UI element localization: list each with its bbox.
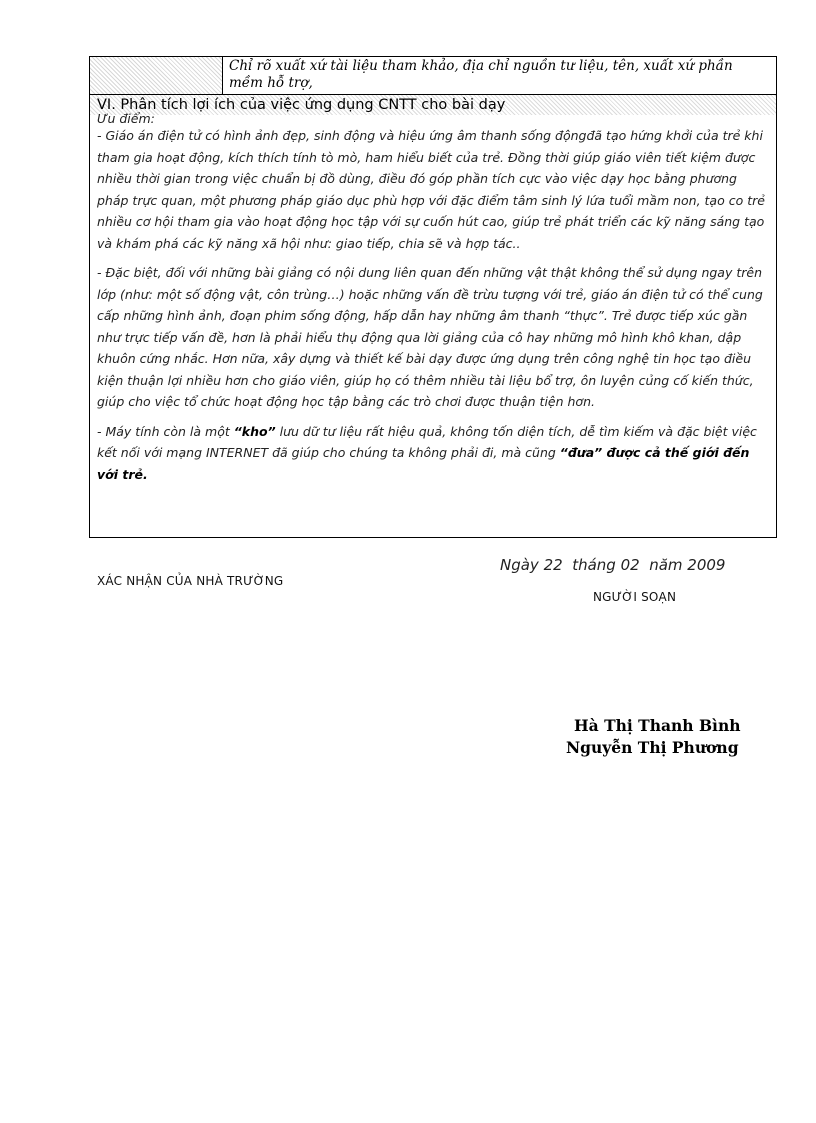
signer-name-2: Nguyễn Thị Phương bbox=[566, 738, 739, 757]
section-heading: VI. Phân tích lợi ích của việc ứng dụng CNTT cho bài dạy bbox=[90, 95, 776, 115]
paragraph-2: - Đặc biệt, đối với những bài giảng có nội dung liên quan đến những vật thật không thể sử dụng ngay trên lớp (như: một số động vật, côn trùng…) hoặc những vấn đề trừu tượng với trẻ, giáo án điện tử có thể cung cấp những hình ảnh, đoạn phim sống động, hấp dẫn hay những âm thanh “thực”. Trẻ được tiếp xúc gần như trực tiếp vấn đề, hơn là phải hiểu thụ động qua lời giảng của cô hay những mô hình khô khan, dập khuôn cứng nhắc. Hơn nữa, xây dựng và thiết kế bài dạy được ứng dụng trên công nghệ tin học tạo điều kiện thuận lợi nhiều hơn cho giáo viên, giúp họ có thêm nhiều tài liệu bổ trợ, ôn luyện củng cố kiến thức, giúp cho việc tổ chức hoạt động học tập bằng các trò chơi được thuận tiện hơn. bbox=[97, 265, 763, 409]
date-line: Ngày 22 tháng 02 năm 2009 bbox=[500, 556, 726, 574]
benefits-section bbox=[89, 94, 777, 538]
paragraph-3-text-a: - Máy tính còn là một bbox=[97, 423, 234, 439]
paragraph-3-bold-a: “kho” bbox=[233, 423, 276, 439]
paragraph-1: - Giáo án điện tử có hình ảnh đẹp, sinh động và hiệu ứng âm thanh sống độngđã tạo hứng khởi của trẻ khi tham gia hoạt động, kích thích tính tò mò, ham hiểu biết của trẻ. Đồng thời giúp giáo viên tiết kiệm được nhiều thời gian trong việc chuẩn bị đồ dùng, điều đó góp phần tích cực vào việc dạy học bằng phương pháp trực quan, một phương pháp giáo dục phù hợp với đặc điểm tâm sinh lý lứa tuổi mầm non, tạo co trẻ nhiều cơ hội tham gia vào hoạt động học tập với sự cuốn hút cao, giúp trẻ phát triển các kỹ năng sáng tạo và khám phá các kỹ năng xã hội như: giao tiếp, chia sẽ và hợp tác.. bbox=[97, 128, 765, 251]
paragraph-3-text-b: lưu dữ tư liệu rất hiệu quả, không tốn diện tích, dễ tìm kiếm và đặc biệt việc kết nối với mạng INTERNET đã giúp cho chúng ta không phải đi, mà cũng bbox=[97, 423, 757, 460]
paragraph-3 bbox=[97, 421, 768, 486]
paragraph-3-bold-b: “đưa” được cả thế giới đến với trẻ. bbox=[97, 445, 750, 482]
advantages-label: Ưu điểm: bbox=[97, 111, 155, 126]
reference-note: Chỉ rõ xuất xứ tài liệu tham khảo, địa chỉ nguồn tư liệu, tên, xuất xứ phần mềm hỗ trợ, bbox=[229, 58, 733, 91]
school-confirmation-label: XÁC NHẬN CỦA NHÀ TRƯỜNG bbox=[97, 574, 284, 588]
author-label: NGƯỜI SOẠN bbox=[593, 590, 677, 604]
reference-table-row bbox=[89, 56, 777, 95]
shaded-cell bbox=[90, 57, 223, 94]
section-body bbox=[90, 113, 776, 485]
signer-name-1: Hà Thị Thanh Bình bbox=[574, 716, 741, 735]
